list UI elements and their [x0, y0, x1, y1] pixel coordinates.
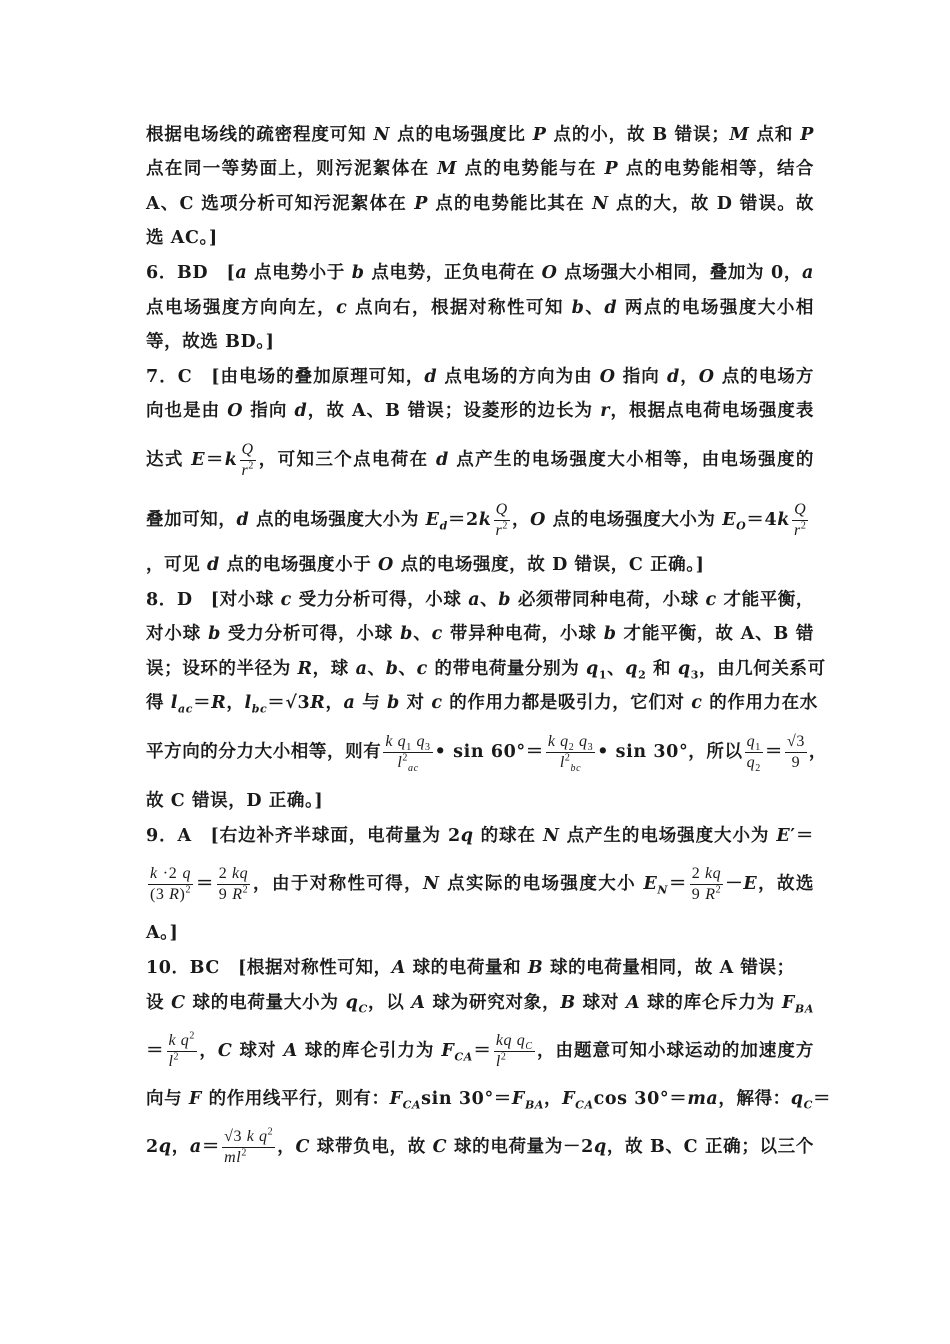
fraction: $\frac{Q}{r^2}$ — [495, 501, 508, 539]
fraction: $\frac{k q_2 q_3}{l^2_{bc}}$ — [547, 733, 594, 775]
text-line: 故 C 错误，D 正确。] — [146, 791, 324, 811]
fraction: $\frac{2 kq}{9 R^2}$ — [218, 865, 249, 903]
text-line: $\frac{k \cdot 2 q}{(3 R)^2}$ ＝ $\frac{2 kq}{9 R^2}$ ，由于对称性可得，N 点实际的电场强度大小 $E_N=$ $\frac{2 kq}{9 R^2}$ －E，故选 — [150, 865, 815, 903]
answer-7-line: 7．C [由电场的叠加原理可知，d 点电场的方向为由 O 指向 d，O 点的电场方 — [146, 367, 814, 387]
text-line: A。] — [146, 923, 179, 943]
answer-6-line: 6．BD [a 点电势小于 b 点电势，正负电荷在 O 点场强大小相同，叠加为 0，a — [146, 263, 814, 283]
text-line: 根据电场线的疏密程度可知 N 点的电场强度比 P 点的小，故 B 错误；M 点和 P — [146, 125, 814, 145]
fraction: $\frac{Q}{r^2}$ — [793, 501, 807, 539]
answer-9-line: 9．A [右边补齐半球面，电荷量为 2q 的球在 N 点产生的电场强度大小为 E′＝ — [146, 826, 814, 846]
text-line: 得 $l_{ac}=R$，$l_{bc}=√3R$，a 与 b 对 c 的作用力都是吸引力，它们对 c 的作用力在水 — [146, 693, 818, 716]
text-line: 2q，a＝ $\frac{√3 k q^2}{ml^2}$ ，C 球带负电，故 C 球的电荷量为－2q，故 B、C 正确；以三个 — [146, 1126, 814, 1166]
text-line: 误；设环的半径为 R，球 a、b、c 的带电荷量分别为 $q_1$、$q_2$ 和 $q_3$，由几何关系可 — [146, 659, 826, 682]
fraction: $\frac{√3}{9}$ — [786, 733, 805, 771]
text-line: 平方向的分力大小相等，则有 $\frac{k q_1 q_3}{l^2_{ac}}$ • sin 60°＝ $\frac{k q_2 q_3}{l^2_{bc}}$ • sin 30°，所以 $\frac{q_1}{q_2}$ ＝ $\frac{√3}{9}$ ， — [146, 733, 828, 775]
fraction: $\frac{q_1}{q_2}$ — [746, 733, 761, 775]
fraction: $\frac{k q^2}{l^2}$ — [168, 1030, 196, 1070]
text-line: 设 C 球的电荷量大小为 $q_C$，以 A 球为研究对象，B 球对 A 球的库仑斥力为 $F_{BA}$ — [146, 993, 814, 1016]
text-line: 点在同一等势面上，则污泥絮体在 M 点的电势能与在 P 点的电势能相等，结合 — [146, 159, 814, 179]
fraction: $\frac{2 kq}{9 R^2}$ — [691, 865, 722, 903]
fraction: $\frac{k \cdot 2 q}{(3 R)^2}$ — [150, 865, 192, 903]
fraction: $\frac{kq q_C}{l^2}$ — [495, 1032, 533, 1070]
text-line: 点电场强度方向向左，c 点向右，根据对称性可知 b、d 两点的电场强度大小相 — [146, 298, 814, 318]
text-line: ，可见 d 点的电场强度小于 O 点的电场强度，故 D 错误，C 正确。] — [146, 555, 705, 575]
fraction: $\frac{Q}{r^2}$ — [241, 441, 254, 479]
text-line: 向与 F 的作用线平行，则有：$F_{CA}\sin$ $30^\circ=F_{BA}$，$F_{CA}\cos$ 30°＝ma，解得：$q_C=$ — [146, 1089, 832, 1112]
text-line: 向也是由 O 指向 d，故 A、B 错误；设菱形的边长为 r，根据点电荷电场强度表 — [146, 401, 815, 421]
text-line: ＝ $\frac{k q^2}{l^2}$ ，C 球对 A 球的库仑引力为 $F_{CA}=$ $\frac{kq q_C}{l^2}$ ，由题意可知小球运动的加速度方 — [146, 1030, 814, 1070]
fraction: $\frac{k q_1 q_3}{l^2_{ac}}$ — [385, 733, 431, 775]
answer-10-line: 10．BC [根据对称性可知，A 球的电荷量和 B 球的电荷量相同，故 A 错误； — [146, 958, 795, 978]
text-line: 选 AC。] — [146, 228, 218, 248]
text-line: 对小球 b 受力分析可得，小球 b、c 带异种电荷，小球 b 才能平衡，故 A、B 错 — [146, 624, 814, 644]
text-line: 叠加可知，d 点的电场强度大小为 $E_d=2k$ $\frac{Q}{r^2}$ ，O 点的电场强度大小为 $E_O=4k$ $\frac{Q}{r^2}$ — [146, 501, 807, 539]
fraction: $\frac{√3 k q^2}{ml^2}$ — [224, 1126, 274, 1166]
text-line: A、C 选项分析可知污泥絮体在 P 点的电势能比其在 N 点的大，故 D 错误。故 — [146, 194, 814, 214]
answer-8-line: 8．D [对小球 c 受力分析可得，小球 a、b 必须带同种电荷，小球 c 才能平衡， — [146, 590, 814, 610]
text-line: 达式 E＝k $\frac{Q}{r^2}$ ，可知三个点电荷在 d 点产生的电场强度大小相等，由电场强度的 — [146, 441, 814, 479]
text-line: 等，故选 BD。] — [146, 332, 275, 352]
